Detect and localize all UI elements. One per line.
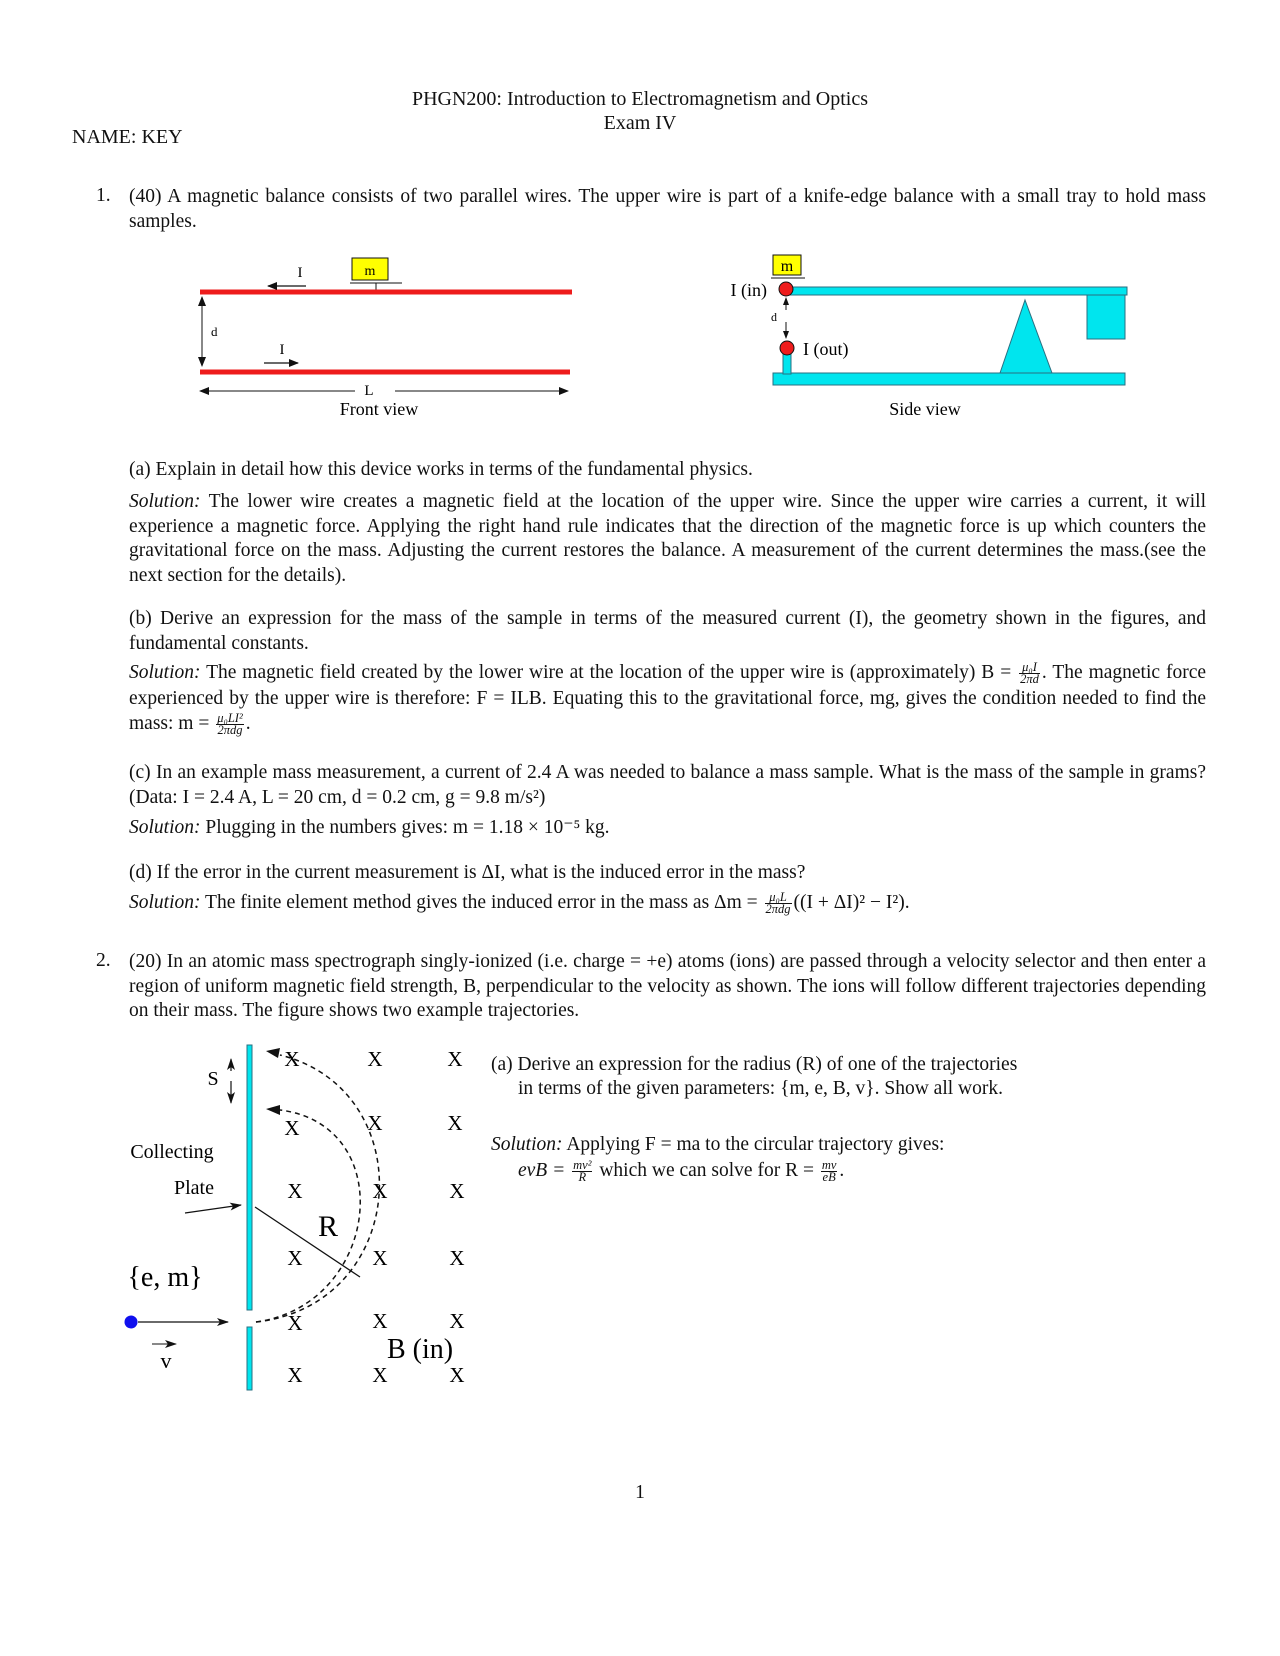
q1b-question: (b) Derive an expression for the mass of the sample in terms of the measured current (I), the geometry shown in the figures, and fundamental constants. bbox=[129, 608, 1206, 654]
mass-label: m bbox=[364, 264, 376, 279]
field-x: X bbox=[284, 1047, 300, 1071]
q1a-solution-text: The lower wire creates a magnetic field at the location of the upper wire. Since the upper wire carries a current, it will experience a magnetic force. Applying the right hand rule indicates that the direction of the magnetic force is up which counters the gravitational force on the mass. Adjusting the current restores the balance. A measurement of the current determines the mass.(see the next section for the details). bbox=[129, 491, 1206, 586]
frac-B: $\frac{\text{μ₀I}}{2\pi d}$ bbox=[1020, 660, 1039, 687]
v-label: v bbox=[160, 1348, 172, 1373]
course-title: PHGN200: Introduction to Electromagnetism and Optics bbox=[411, 88, 869, 110]
r-label: R bbox=[317, 1210, 339, 1243]
field-x: X bbox=[372, 1246, 388, 1270]
lower-wire-dot bbox=[780, 341, 794, 355]
q1-intro: (40) A magnetic balance consists of two parallel wires. The upper wire is part of a knife-edge balance with a small tray to hold mass samples. bbox=[129, 186, 1206, 232]
frac-centripetal: $\frac{\text{mv²}}{R}$ bbox=[573, 1158, 592, 1185]
solution-label: Solution: bbox=[129, 662, 201, 683]
collecting-label: Collecting bbox=[130, 1141, 214, 1163]
upper-wire-dot bbox=[779, 282, 793, 296]
field-x: X bbox=[372, 1309, 388, 1333]
spectrograph-figure bbox=[110, 1035, 500, 1410]
trajectory-outer bbox=[256, 1055, 379, 1322]
field-x: X bbox=[372, 1363, 388, 1387]
current-label-top: I bbox=[297, 265, 303, 281]
radius-line bbox=[255, 1207, 360, 1277]
q1d-question: (d) If the error in the current measurement is ΔI, what is the induced error in the mass? bbox=[129, 862, 806, 883]
balance-beam bbox=[789, 287, 1127, 295]
trajectory-inner bbox=[256, 1110, 360, 1322]
field-x: X bbox=[287, 1363, 303, 1387]
solution-label: Solution: bbox=[491, 1134, 563, 1155]
s-label: S bbox=[207, 1068, 219, 1090]
field-x: X bbox=[449, 1246, 465, 1270]
side-d-label: d bbox=[771, 310, 777, 324]
current-in-label: I (in) bbox=[730, 280, 767, 300]
field-x: X bbox=[287, 1179, 303, 1203]
q1-number: 1. bbox=[96, 185, 111, 206]
q1d-solution: Solution: The finite element method gives the induced error in the mass as Δm = $\frac{\text{μ₀L}}{\text{2πdg}}$ ((I + ΔI)² − I²). bbox=[129, 890, 910, 917]
solution-label: Solution: bbox=[129, 491, 201, 512]
d-label: d bbox=[211, 324, 218, 339]
b-field-label: B (in) bbox=[386, 1334, 454, 1365]
side-view-figure bbox=[715, 250, 1195, 425]
field-x: X bbox=[367, 1047, 383, 1071]
q1a-solution bbox=[129, 490, 1206, 588]
L-label: L bbox=[364, 383, 374, 399]
ion-dot bbox=[125, 1316, 138, 1329]
field-x: X bbox=[447, 1111, 463, 1135]
field-x: X bbox=[449, 1179, 465, 1203]
q1c-solution: Solution: Plugging in the numbers gives: m = 1.18 × 10⁻⁵ kg. bbox=[129, 817, 610, 838]
field-x: X bbox=[447, 1047, 463, 1071]
side-view-caption: Side view bbox=[889, 399, 961, 419]
q2-intro: (20) In an atomic mass spectrograph singly-ionized (i.e. charge = +e) atoms (ions) are passed through a velocity selector and then enter a region of uniform magnetic field strength, B, perpendicular to the velocity as shown. The ions will follow different trajectories depending on their mass. The figure shows two example trajectories. bbox=[129, 951, 1206, 1021]
exam-title: Exam IV bbox=[603, 112, 677, 134]
current-out-label: I (out) bbox=[803, 339, 849, 359]
plate-label: Plate bbox=[174, 1177, 214, 1199]
collecting-plate bbox=[247, 1045, 252, 1310]
ion-label: {e, m} bbox=[127, 1262, 203, 1293]
field-x: X bbox=[367, 1111, 383, 1135]
plate-pointer-arrow bbox=[185, 1205, 241, 1213]
field-x: X bbox=[449, 1309, 465, 1333]
field-x: X bbox=[372, 1179, 388, 1203]
page-number: 1 bbox=[635, 1482, 645, 1503]
frac-radius: $\frac{mv}{eB}$ bbox=[821, 1158, 837, 1185]
solution-label: Solution: bbox=[129, 817, 201, 838]
q1c-question: (c) In an example mass measurement, a current of 2.4 A was needed to balance a mass sample. What is the mass of the sample in grams? (Data: I = 2.4 A, L = 20 cm, d = 0.2 cm, g = 9.8 m/s²) bbox=[129, 762, 1206, 808]
field-x: X bbox=[284, 1116, 300, 1140]
q2a-question: (a) Derive an expression for the radius (R) of one of the trajectories in terms of the given parameters: {m, e, B, v}. Show all work. bbox=[491, 1054, 1018, 1099]
frac-dm: $\frac{\text{μ₀L}}{\text{2πdg}}$ bbox=[765, 890, 791, 917]
knife-edge bbox=[1000, 300, 1052, 373]
side-mass-label: m bbox=[780, 258, 794, 275]
frac-m: $\frac{\text{μ₀LI²}}{\text{2πdg}}$ bbox=[217, 711, 243, 738]
front-view-caption: Front view bbox=[339, 399, 419, 419]
q2-number: 2. bbox=[96, 950, 111, 971]
field-x: X bbox=[449, 1363, 465, 1387]
field-x: X bbox=[287, 1311, 303, 1335]
field-x: X bbox=[287, 1246, 303, 1270]
name-field: NAME: KEY bbox=[72, 126, 183, 148]
balance-base bbox=[773, 373, 1125, 385]
q1a-question: (a) Explain in detail how this device works in terms of the fundamental physics. bbox=[129, 459, 753, 480]
front-view-figure bbox=[180, 250, 600, 425]
current-label-bottom: I bbox=[279, 342, 285, 358]
collecting-plate-lower bbox=[247, 1327, 252, 1390]
q2a-solution: Solution: Applying F = ma to the circular trajectory gives: evB = $\frac{\text{mv²}}{R}$ which we can solve for R = $\frac{mv}{eB}$ . bbox=[491, 1134, 945, 1185]
balance-pan bbox=[1087, 295, 1125, 339]
solution-label: Solution: bbox=[129, 892, 201, 913]
q1b-solution: Solution: The magnetic field created by the lower wire at the location of the upper wire is (approximately) B = $\frac{\text{μ₀I}}{2\pi d}$ . The magnetic force experienced by the upper wire is therefore: F = ILB. Equating this to the gravitational force, mg, gives the condition needed to find the mass: m = $\frac{\text{μ₀LI²}}{\text{2πdg}}$ . bbox=[129, 660, 1207, 738]
